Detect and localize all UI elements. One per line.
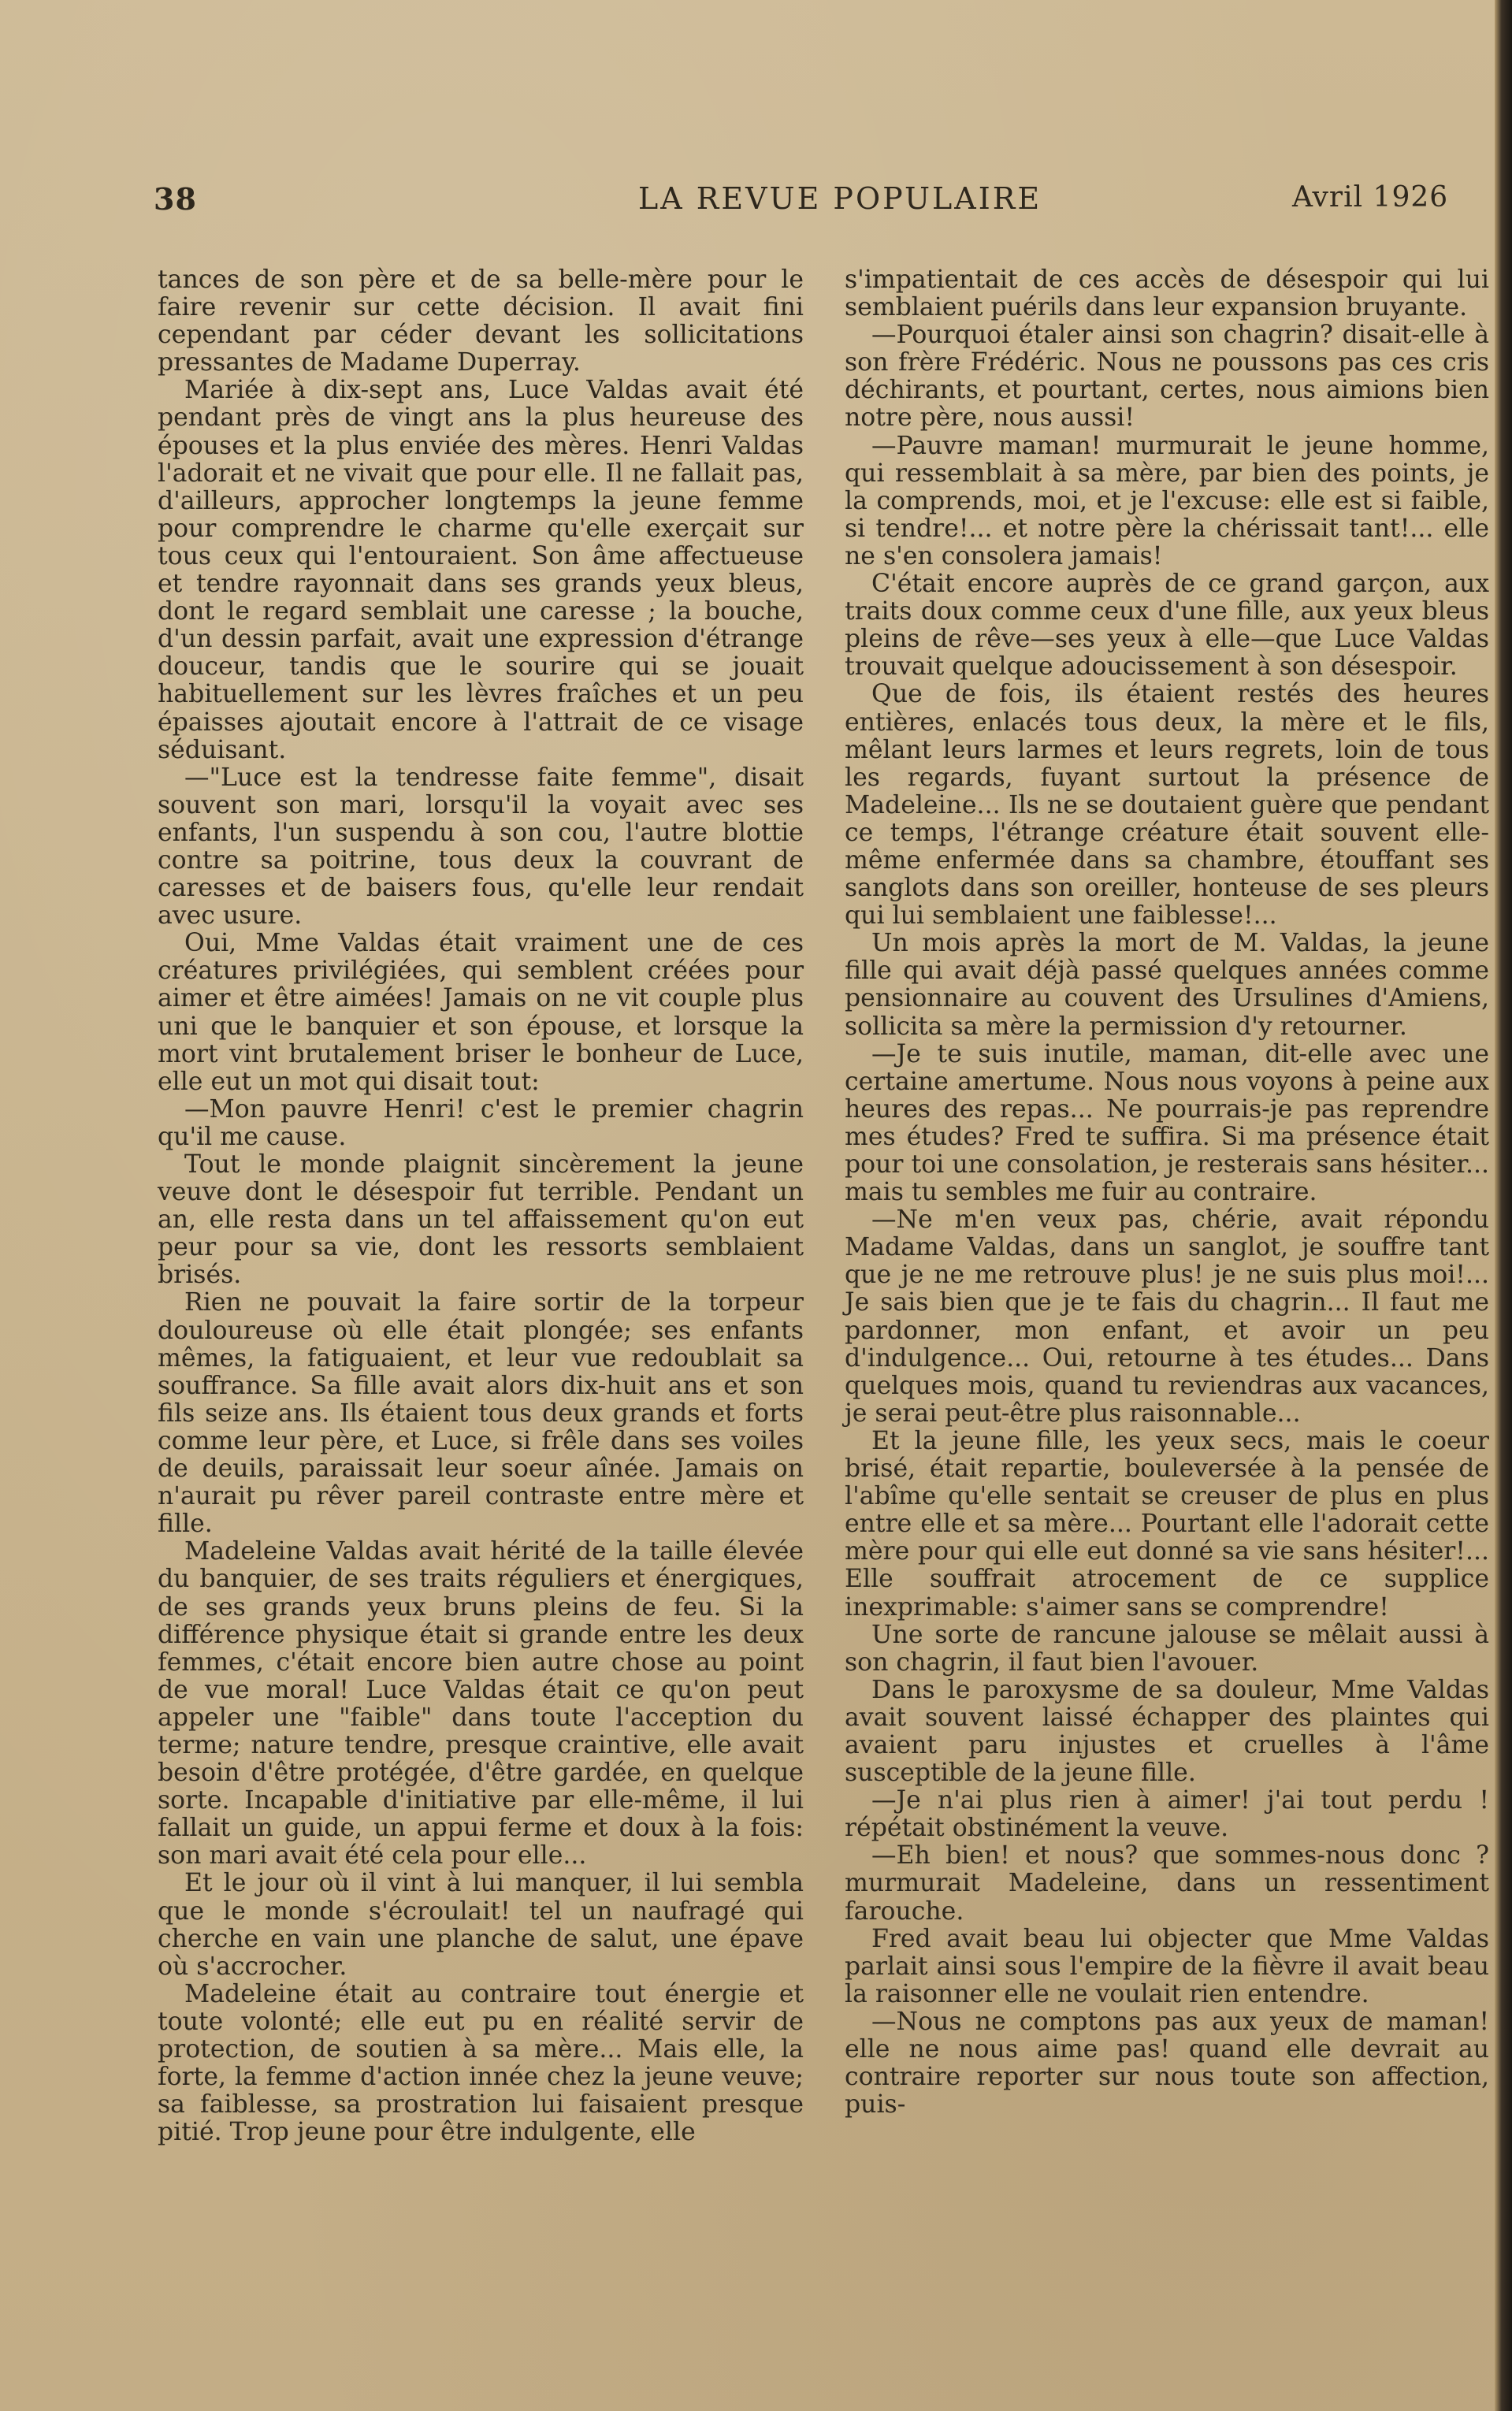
- paragraph: —Eh bien! et nous? que sommes-nous donc ? murmurait Madeleine, dans un ressentiment farouche.: [845, 1841, 1489, 1926]
- running-header: [0, 181, 1512, 228]
- paragraph: —Ne m'en veux pas, chérie, avait répondu Madame Valdas, dans un sanglot, je souffre tant que je ne me retrouve plus! je ne suis plus moi!... Je sais bien que je te fais du chagrin... Il faut me pardonner, mon enfant, et avoir un peu d'indulgence... Oui, retourne à tes études... Dans quelques mois, quand tu reviendras aux vacances, je serai peut-être plus raisonnable...: [845, 1206, 1489, 1428]
- paragraph: Madeleine Valdas avait hérité de la taille élevée du banquier, de ses traits réguliers et énergiques, de ses grands yeux bruns pleins de feu. Si la différence physique était si grande entre les deux femmes, c'était encore bien autre chose au point de vue moral! Luce Valdas était ce qu'on peut appeler une "faible" dans toute l'acception du terme; nature tendre, presque craintive, elle avait besoin d'être protégée, d'être gardée, en quelque sorte. Incapable d'initiative par elle-même, il lui fallait un guide, un appui ferme et doux à la fois: son mari avait été cela pour elle...: [158, 1537, 804, 1870]
- page-number: 38: [154, 181, 197, 217]
- paragraph: —Je n'ai plus rien à aimer! j'ai tout perdu ! répétait obstinément la veuve.: [845, 1786, 1489, 1843]
- paragraph: Fred avait beau lui objecter que Mme Valdas parlait ainsi sous l'empire de la fièvre il avait beau la raisonner elle ne voulait rien entendre.: [845, 1924, 1489, 2008]
- paragraph: Oui, Mme Valdas était vraiment une de ces créatures privilégiées, qui semblent créées pour aimer et être aimées! Jamais on ne vit couple plus uni que le banquier et son épouse, et lorsque la mort vint brutalement briser le bonheur de Luce, elle eut un mot qui disait tout:: [158, 929, 804, 1096]
- page-binding-edge: [1495, 0, 1512, 2411]
- paragraph: C'était encore auprès de ce grand garçon, aux traits doux comme ceux d'une fille, aux yeux bleus pleins de rêve—ses yeux à elle—que Luce Valdas trouvait quelque adoucissement à son désespoir.: [845, 570, 1489, 682]
- paragraph: s'impatientait de ces accès de désespoir qui lui semblaient puérils dans leur expansion bruyante.: [845, 266, 1489, 322]
- paragraph: Et la jeune fille, les yeux secs, mais le coeur brisé, était repartie, bouleversée à la pensée de l'abîme qu'elle sentait se creuser de plus en plus entre elle et sa mère... Pourtant elle l'adorait cette mère pour qui elle eut donné sa vie sans hésiter!... Elle souffrait atrocement de ce supplice inexprimable: s'aimer sans se comprendre!: [845, 1426, 1489, 1622]
- paragraph: Et le jour où il vint à lui manquer, il lui sembla que le monde s'écroulait! tel un naufragé qui cherche en vain une planche de salut, une épave où s'accrocher.: [158, 1869, 804, 1981]
- right-column: [845, 266, 1489, 2119]
- paragraph: Rien ne pouvait la faire sortir de la torpeur douloureuse où elle était plongée; ses enfants mêmes, la fatiguaient, et leur vue redoublait sa souffrance. Sa fille avait alors dix-huit ans et son fils seize ans. Ils étaient tous deux grands et forts comme leur père, et Luce, si frêle dans ses voiles de deuils, paraissait leur soeur aînée. Jamais on n'aurait pu rêver pareil contraste entre mère et fille.: [158, 1288, 804, 1539]
- paragraph: —Mon pauvre Henri! c'est le premier chagrin qu'il me cause.: [158, 1094, 804, 1151]
- paragraph: Tout le monde plaignit sincèrement la jeune veuve dont le désespoir fut terrible. Pendant un an, elle resta dans un tel affaissement qu'on eut peur pour sa vie, dont les ressorts semblaient brisés.: [158, 1150, 804, 1290]
- paragraph: —Pourquoi étaler ainsi son chagrin? disait-elle à son frère Frédéric. Nous ne poussons pas ces cris déchirants, et pourtant, certes, nous aimions bien notre père, nous aussi!: [845, 321, 1489, 433]
- paragraph: —Pauvre maman! murmurait le jeune homme, qui ressemblait à sa mère, par bien des points, je la comprends, moi, et je l'excuse: elle est si faible, si tendre!... et notre père la chérissait tant!... elle ne s'en consolera jamais!: [845, 431, 1489, 570]
- paragraph: Dans le paroxysme de sa douleur, Mme Valdas avait souvent laissé échapper des plaintes qui avaient paru injustes et cruelles à l'âme susceptible de la jeune fille.: [845, 1675, 1489, 1788]
- paragraph: Un mois après la mort de M. Valdas, la jeune fille qui avait déjà passé quelques années comme pensionnaire au couvent des Ursulines d'Amiens, sollicita sa mère la permission d'y retourner.: [845, 929, 1489, 1041]
- journal-title: LA REVUE POPULAIRE: [638, 181, 1042, 216]
- paragraph: Madeleine était au contraire tout énergie et toute volonté; elle eut pu en réalité servir de protection, de soutien à sa mère... Mais elle, la forte, la femme d'action innée chez la jeune veuve; sa faiblesse, sa prostration lui faisaient presque pitié. Trop jeune pour être indulgente, elle: [158, 1979, 804, 2147]
- paragraph: Une sorte de rancune jalouse se mêlait aussi à son chagrin, il faut bien l'avouer.: [845, 1620, 1489, 1677]
- paragraph: —"Luce est la tendresse faite femme", disait souvent son mari, lorsqu'il la voyait avec ses enfants, l'un suspendu à son cou, l'autre blottie contre sa poitrine, tous deux la couvrant de caresses et de baisers fous, qu'elle leur rendait avec usure.: [158, 763, 804, 931]
- paragraph: —Nous ne comptons pas aux yeux de maman! elle ne nous aime pas! quand elle devrait au contraire reporter sur nous toute son affection, puis-: [845, 2007, 1489, 2119]
- issue-date: Avril 1926: [1292, 181, 1449, 214]
- paragraph: tances de son père et de sa belle-mère pour le faire revenir sur cette décision. Il avait fini cependant par céder devant les sollicitations pressantes de Madame Duperray.: [158, 266, 804, 377]
- paragraph: Mariée à dix-sept ans, Luce Valdas avait été pendant près de vingt ans la plus heureuse des épouses et la plus enviée des mères. Henri Valdas l'adorait et ne vivait que pour elle. Il ne fallait pas, d'ailleurs, approcher longtemps la jeune femme pour comprendre le charme qu'elle exerçait sur tous ceux qui l'entouraient. Son âme affectueuse et tendre rayonnait dans ses grands yeux bleus, dont le regard semblait une caresse ; la bouche, d'un dessin parfait, avait une expression d'étrange douceur, tandis que le sourire qui se jouait habituellement sur les lèvres fraîches et un peu épaisses ajoutait encore à l'attrait de ce visage séduisant.: [158, 376, 804, 764]
- paragraph: Que de fois, ils étaient restés des heures entières, enlacés tous deux, la mère et le fils, mêlant leurs larmes et leurs regrets, loin de tous les regards, fuyant surtout la présence de Madeleine... Ils ne se doutaient guère que pendant ce temps, l'étrange créature était souvent elle-même enfermée dans sa chambre, étouffant ses sanglots dans son oreiller, honteuse de ses pleurs qui lui semblaient une faiblesse!...: [845, 680, 1489, 931]
- paragraph: —Je te suis inutile, maman, dit-elle avec une certaine amertume. Nous nous voyons à peine aux heures des repas... Ne pourrais-je pas reprendre mes études? Fred te suffira. Si ma présence était pour toi une consolation, je resterais sans hésiter... mais tu sembles me fuir au contraire.: [845, 1039, 1489, 1207]
- left-column: [158, 266, 804, 2146]
